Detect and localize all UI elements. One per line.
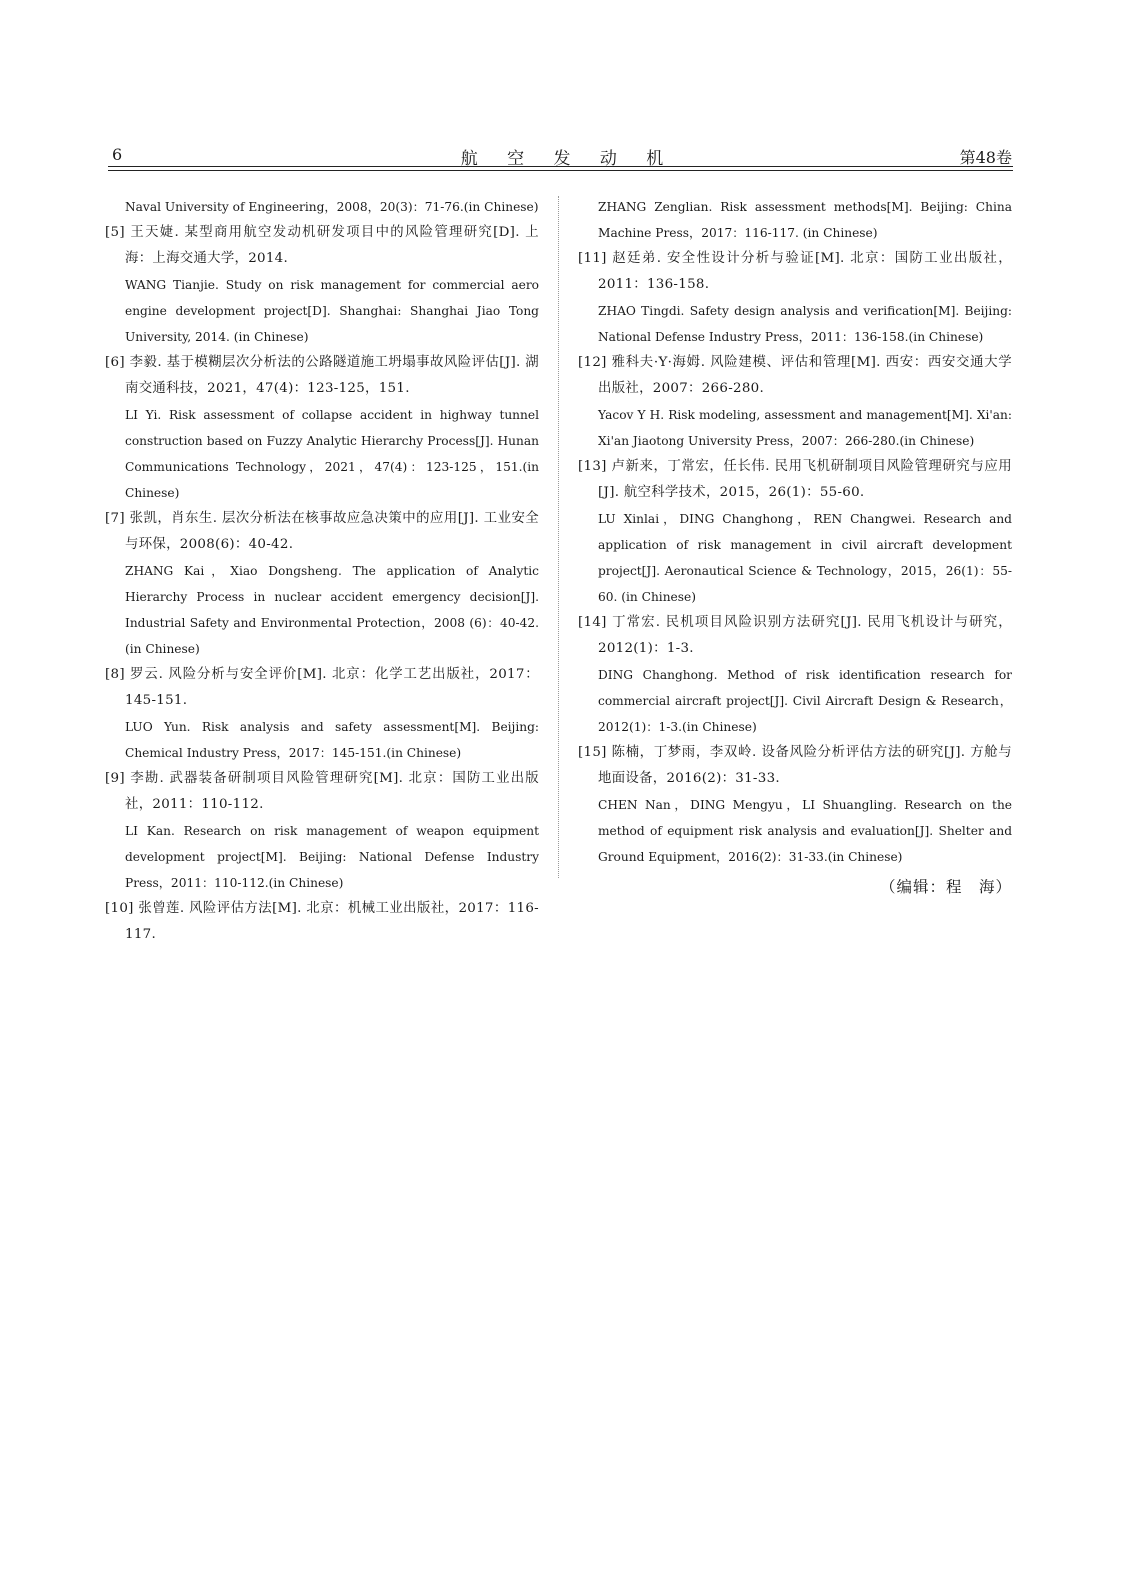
reference-en: LI Kan. Research on risk management of weapon equipment development project[M]. Beijing: National Defense Industry Press，2011：110-112.(in Chinese) — [125, 824, 539, 890]
reference-13 — [578, 454, 1012, 610]
reference-en: DING Changhong. Method of risk identification research for commercial aircraft project[J]. Civil Aircraft Design & Research，2012(1)：1-3.(in Chinese) — [598, 668, 1012, 734]
header-rule-thick — [108, 166, 1013, 167]
reference-zh: [5] 王天婕. 某型商用航空发动机研发项目中的风险管理研究[D]. 上海：上海交通大学，2014. — [105, 225, 539, 266]
reference-en: CHEN Nan，DING Mengyu，LI Shuangling. Research on the method of equipment risk analysis and evaluation[J]. Shelter and Ground Equipment，2016(2)：31-33.(in Chinese) — [598, 798, 1012, 864]
reference-12 — [578, 350, 1012, 454]
column-divider — [558, 196, 559, 878]
reference-en: ZHAO Tingdi. Safety design analysis and verification[M]. Beijing: National Defense Industry Press，2011：136-158.(in Chinese) — [598, 304, 1012, 344]
right-column — [578, 194, 1012, 900]
reference-9 — [105, 766, 539, 896]
reference-zh: [6] 李毅. 基于模糊层次分析法的公路隧道施工坍塌事故风险评估[J]. 湖南交通科技，2021，47(4)：123-125，151. — [105, 355, 539, 396]
header-rule-thin — [108, 170, 1013, 171]
reference-zh: [7] 张凯，肖东生. 层次分析法在核事故应急决策中的应用[J]. 工业安全与环保，2008(6)：40-42. — [105, 511, 539, 552]
reference-en: Yacov Y H. Risk modeling, assessment and management[M]. Xi'an: Xi'an Jiaotong University Press，2007：266-280.(in Chinese) — [598, 408, 1012, 448]
reference-5 — [105, 220, 539, 350]
reference-zh: [15] 陈楠，丁梦雨，李双岭. 设备风险分析评估方法的研究[J]. 方舱与地面设备，2016(2)：31-33. — [578, 745, 1012, 786]
reference-10 — [105, 896, 539, 948]
reference-zh: [12] 雅科夫·Y·海姆. 风险建模、评估和管理[M]. 西安：西安交通大学出版社，2007：266-280. — [578, 355, 1012, 396]
reference-7 — [105, 506, 539, 662]
reference-en: WANG Tianjie. Study on risk management for commercial aero engine development project[D]. Shanghai: Shanghai Jiao Tong University, 2014. (in Chinese) — [125, 278, 539, 344]
page-number: 6 — [112, 145, 123, 164]
reference-zh: [9] 李勘. 武器装备研制项目风险管理研究[M]. 北京：国防工业出版社，2011：110-112. — [105, 771, 539, 812]
volume-label: 第48卷 — [959, 148, 1012, 167]
reference-en: ZHANG Zenglian. Risk assessment methods[M]. Beijing: China Machine Press，2017：116-117. (in Chinese) — [598, 200, 1012, 240]
reference-zh: [13] 卢新来，丁常宏，任长伟. 民用飞机研制项目风险管理研究与应用[J]. 航空科学技术，2015，26(1)：55-60. — [578, 459, 1012, 500]
reference-10-continued — [578, 194, 1012, 246]
reference-en: LUO Yun. Risk analysis and safety assessment[M]. Beijing: Chemical Industry Press，2017：145-151.(in Chinese) — [125, 720, 539, 760]
reference-zh: [11] 赵廷弟. 安全性设计分析与验证[M]. 北京：国防工业出版社，2011：136-158. — [578, 251, 1012, 292]
editor-note: （编辑：程 海） — [879, 878, 1012, 896]
reference-en: LI Yi. Risk assessment of collapse accident in highway tunnel construction based on Fuzzy Analytic Hierarchy Process[J]. Hunan Communications Technology，2021，47(4)：123-125，151.(in Chinese) — [125, 408, 539, 500]
reference-8 — [105, 662, 539, 766]
reference-11 — [578, 246, 1012, 350]
reference-4-continued — [105, 194, 539, 220]
reference-15 — [578, 740, 1012, 870]
reference-zh: [10] 张曾莲. 风险评估方法[M]. 北京：机械工业出版社，2017：116-117. — [105, 901, 539, 942]
left-column — [105, 194, 539, 948]
reference-6 — [105, 350, 539, 506]
reference-en: LU Xinlai，DING Changhong，REN Changwei. Research and application of risk management in civil aircraft development project[J]. Aeronautical Science & Technology，2015，26(1)：55-60. (in Chinese) — [598, 512, 1012, 604]
reference-zh: [8] 罗云. 风险分析与安全评价[M]. 北京：化学工艺出版社，2017：145-151. — [105, 667, 539, 708]
reference-en: ZHANG Kai，Xiao Dongsheng. The application of Analytic Hierarchy Process in nuclear accident emergency decision[J]. Industrial Safety and Environmental Protection，2008 (6)：40-42.(in Chinese) — [125, 564, 539, 656]
reference-en-line: Naval University of Engineering，2008，20(3)：71-76.(in Chinese) — [125, 200, 539, 214]
reference-zh: [14] 丁常宏. 民机项目风险识别方法研究[J]. 民用飞机设计与研究，2012(1)：1-3. — [578, 615, 1012, 656]
reference-14 — [578, 610, 1012, 740]
journal-title: 航 空 发 动 机 — [460, 149, 676, 169]
